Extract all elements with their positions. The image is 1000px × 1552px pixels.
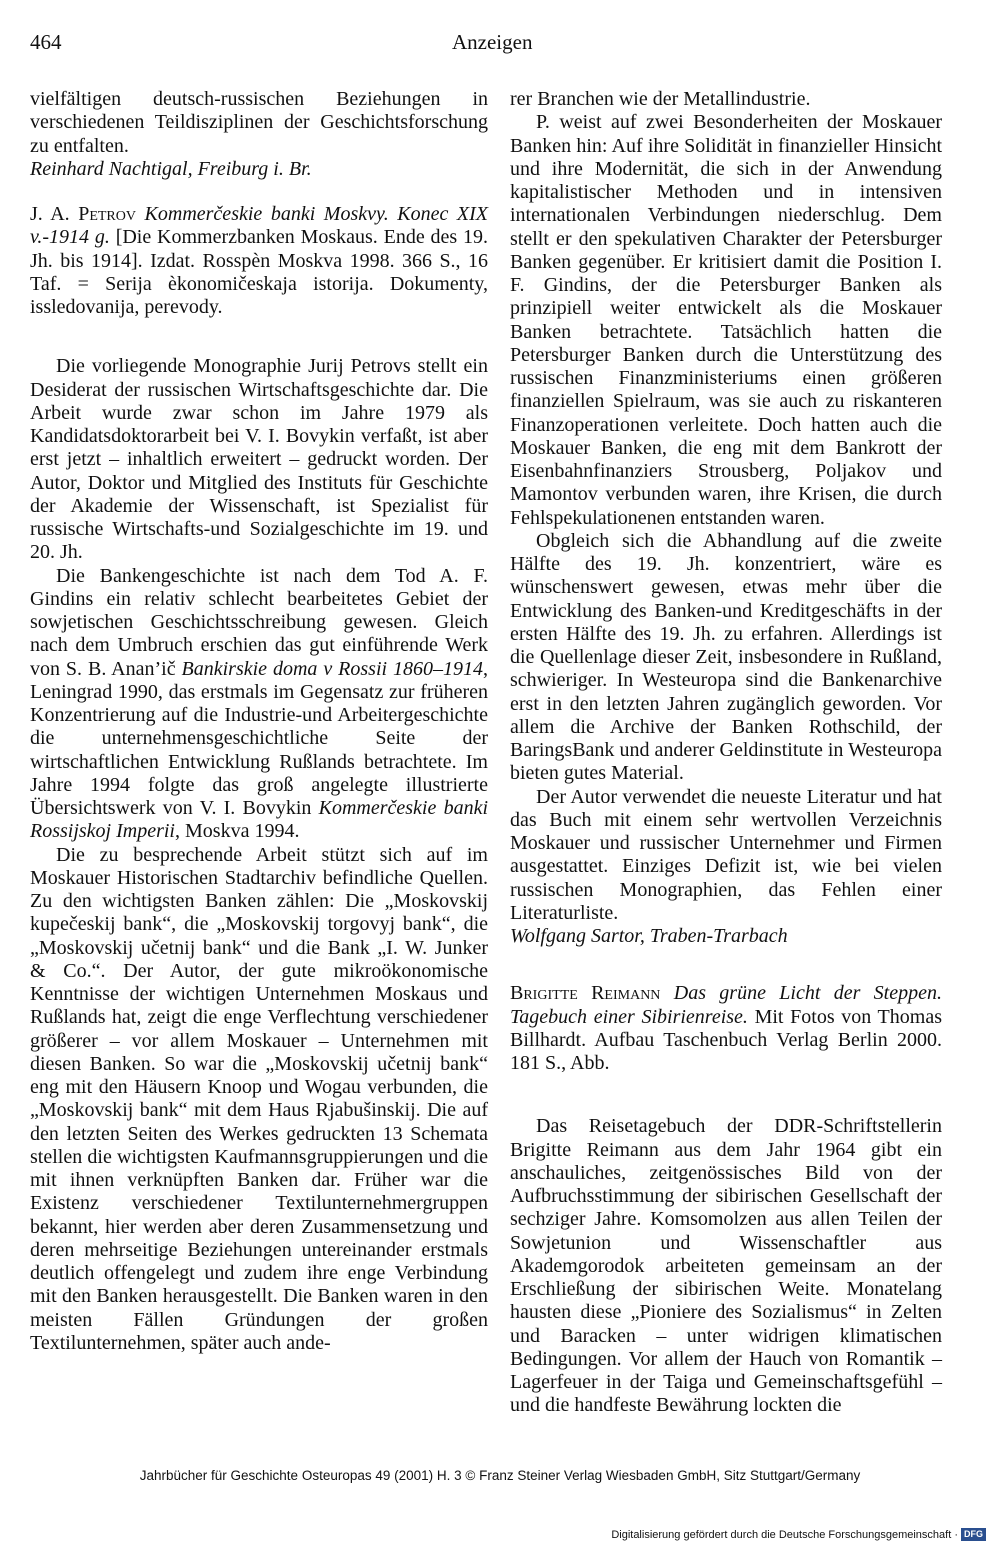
journal-footer: Jahrbücher für Geschichte Osteuropas 49 (2001) H. 3 © Franz Steiner Verlag Wiesbaden GmbH, Sitz Stuttgart/Germany [139, 1468, 861, 1483]
cited-title: Kommerčeskie banki Rossijskoj Imperii [30, 797, 489, 843]
review-paragraph-2 [30, 565, 488, 844]
left-column [30, 88, 488, 1355]
review-paragraph-5: Obgleich sich die Abhandlung auf die zweite Hälfte des 19. Jh. konzentriert, wäre es wünschenswert gewesen, etwas mehr über die Entwicklung des Banken-und Kreditgeschäfts in der ersten Hälfte des 19. Jh. zu erfahren. Allerdings ist die Quellenlage dieser Zeit, insbesondere in Rußland, schwieriger. In Westeuropa sind die Bankenarchive erst in den letzten Jahren zugänglich geworden. Vor allem die Archive der Banken Rothschild, der BaringsBank und anderer Geldinstitute in Westeuropa bieten gutes Material. [510, 529, 942, 785]
author-name: Brigitte Reimann [510, 982, 661, 1005]
book-details: Mit Fotos von Thomas Billhardt. Aufbau Taschenbuch Verlag Berlin 2000. 181 S., Abb. [510, 1005, 942, 1074]
bibliographic-entry-reimann [510, 982, 942, 1075]
reviewer-signature-1: Reinhard Nachtigal, Freiburg i. Br. [30, 157, 312, 180]
review-paragraph-7: Das Reisetagebuch der DDR-Schriftstellerin Brigitte Reimann aus dem Jahr 1964 gibt ein anschauliches, zeitgenössisches Bild von der Aufbruchsstimmung der sibirischen Gesellschaft der sechziger Jahre. Komsomolzen aus allen Teilen der Sowjetunion und Wissenschaftler aus Akademgorodok arbeiteten gemeinsam an der Erschließung der sibirischen Weite. Monatelang hausten diese „Pioniere des Sozialismus“ in Zelten und Baracken – unter widrigen klimatischen Bedingungen. Vor allem der Hauch von Romantik – Lagerfeuer in der Taiga und Gemeinschaftsgefühl – und die handfeste Bewährung lockten die [510, 1115, 942, 1417]
review-paragraph-6: Der Autor verwendet die neueste Literatur und hat das Buch mit einem sehr wertvollen Verzeichnis Moskauer und russischer Unternehmer und Firmen ausgestattet. Einziges Defizit ist, wie bei vielen russischen Monographien, das Fehlen einer Literaturliste. [510, 785, 942, 924]
book-title: Kommerčeskie banki Moskvy. Konec XIX v.-1914 g. [30, 203, 489, 249]
review-paragraph-4: P. weist auf zwei Besonderheiten der Moskauer Banken hin: Auf ihre Solidität in finanzieller Hinsicht und ihre Modernität, die sich in der Anwendung kapitalistischer Methoden und in intensiven internationalen Verbindungen niederschlug. Dem stellt er den spekulativen Charakter der Petersburger Banken gegenüber. Er kritisiert damit die Position I. F. Gindins, der die Petersburger Banken als prinzipiell weiter entwickelt als die Moskauer Banken betrachtete. Tatsächlich hatten die Petersburger Banken durch die Unterstützung des russischen Finanzministeriums einen größeren finanziellen Spielraum, was sie auch zu riskanteren Finanzoperationen verleitete. Doch hatten auch die Moskauer Banken, die eng mit dem Bankrott der Eisenbahnfinanziers Strousberg, Poljakov und Mamontov verbunden waren, ihre Krisen, die durch Fehlspekulationenen entstanden waren. [510, 111, 942, 529]
continued-paragraph: vielfältigen deutsch-russischen Beziehungen in verschiedenen Teildisziplinen der Geschichtsforschung zu entfalten. [30, 88, 488, 157]
author-prefix: J. A. [30, 203, 79, 225]
book-details: [Die Kommerzbanken Moskaus. Ende des 19. Jh. bis 1914]. Izdat. Rosspèn Moskva 1998. 366 S., 16 Taf. = Serija èkonomičeskaja istorija. Dokumenty, issledovanija, perevody. [30, 226, 488, 318]
bibliographic-entry-petrov [30, 203, 488, 319]
digitization-credit [611, 1528, 986, 1541]
continued-paragraph: rer Branchen wie der Metallindustrie. [510, 88, 811, 110]
paragraph-text: , Leningrad 1990, das erstmals im Gegensatz zur früheren Konzentrierung auf die Industrie-und Arbeitergeschichte die unternehmensgeschichtliche Seite der wirtschaftlichen Entwicklung Rußlands betrachtete. Im Jahre 1994 folgte das groß angelegte illustrierte Übersichtswerk von V. I. Bovykin [30, 657, 488, 819]
dfg-logo: DFG [961, 1528, 986, 1541]
review-paragraph-1: Die vorliegende Monographie Jurij Petrovs stellt ein Desiderat der russischen Wirtschaftsgeschichte dar. Die Arbeit wurde zwar schon im Jahre 1979 als Kandidatsdoktorarbeit bei V. I. Bovykin verfaßt, ist aber erst jetzt – inhaltlich erweitert – gedruckt worden. Der Autor, Doktor und Mitglied des Instituts für Geschichte der Akademie der Wissenschaft, ist Spezialist für russische Wirtschafts-und Sozialgeschichte im 19. und 20. Jh. [30, 355, 488, 564]
cited-title: Bankirskie doma v Rossii 1860–1914 [181, 657, 483, 680]
right-column [510, 88, 942, 1418]
author-surname: Petrov [78, 203, 136, 225]
paragraph-text: , Moskva 1994. [175, 820, 300, 843]
page-number: 464 [30, 30, 62, 54]
review-paragraph-3: Die zu besprechende Arbeit stützt sich auf im Moskauer Historischen Stadtarchiv befindliche Quellen. Zu den wichtigsten Banken zählen: Die „Moskovskij kupečeskij bank“, die „Moskovskij torgovyj bank“, die „Moskovskij učetnij bank“ und die Bank „I. W. Junker & Co.“. Der Autor, der gute mikroökonomische Kenntnisse der wichtigen Unternehmen Moskaus und Rußlands hat, zeigt die enge Verflechtung verschiedener größerer – vor allem Moskauer – Unternehmen mit diesen Banken. So war die „Moskovskij učetnij bank“ eng mit den Häusern Knoop und Wogau verbunden, die „Moskovskij bank“ mit dem Haus Rjabušinskij. Die auf den letzten Seiten des Werkes gedruckten 13 Schemata stellen die wichtigsten Kaufmannsgruppierungen und die mit ihnen verknüpften Banken dar. Früher war die Existenz verschiedener Textilunternehmergruppen bekannt, hier werden aber deren Zusammensetzung und deren mehrseitige Beziehungen untereinander erstmals deutlich offengelegt und zudem ihre enge Verbindung mit den Banken herausgestellt. Die Banken waren in den meisten Fällen Gründungen der großen Textilunternehmen, später auch ande- [30, 843, 488, 1354]
running-title: Anzeigen [452, 30, 533, 54]
book-title: Das grüne Licht der Steppen. Tagebuch einer Sibirienreise. [510, 982, 942, 1028]
reviewer-signature-2: Wolfgang Sartor, Traben-Trarbach [510, 925, 788, 947]
paragraph-text: Die Bankengeschichte ist nach dem Tod A. F. Gindins ein relativ schlecht bearbeitetes Gebiet der sowjetischen Geschichtsschreibung gewesen. Gleich nach dem Umbruch erschien das gut einführende Werk von S. B. Anan’ič [30, 564, 488, 680]
digitization-note: Digitalisierung gefördert durch die Deutsche Forschungsgemeinschaft · [611, 1528, 958, 1541]
